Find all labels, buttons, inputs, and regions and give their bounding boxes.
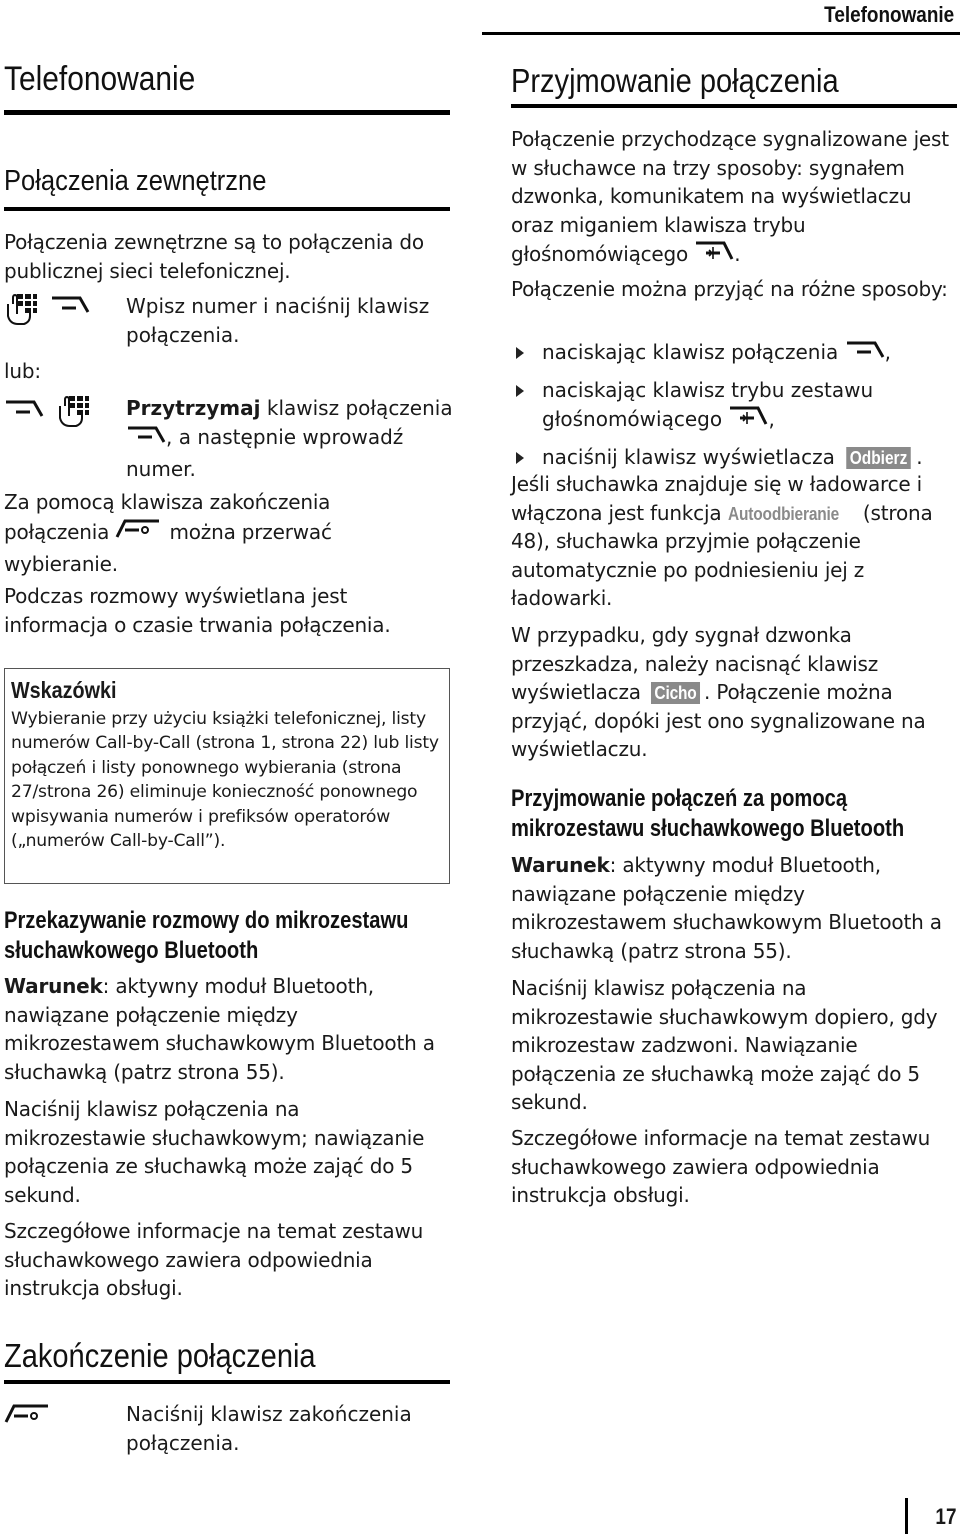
transfer-bt-press: Naciśnij klawisz połączenia na mikrozestawie słuchawkowym; nawiązanie połączenia ze słuchawką może zająć do 5 sekund. [4,1097,425,1207]
keypad-icon [56,394,90,432]
talk-key-icon [4,396,44,430]
dial-step-1-text: Wpisz numer i naciśnij klawisz połączenia. [126,294,430,347]
section-rule [4,1380,450,1384]
bullet-arrow-icon [516,385,524,397]
section-rule [511,104,957,108]
header-rule [482,32,960,35]
answer-way-handsfree: naciskając klawisz trybu zestawu głośnomówiącego , [511,376,957,438]
external-calls-intro: Połączenia zewnętrzne są to połączenia do publicznej sieci telefonicznej. [4,230,424,283]
talk-key-icon [126,424,166,456]
receive-bt-condition: Warunek: aktywny moduł Bluetooth, nawiązane połączenie między mikrozestawem słuchawkowym Bluetooth a słuchawką (patrz strona 55). [511,853,942,963]
bullet-arrow-icon [516,347,524,359]
transfer-bt-heading: Przekazywanie rozmowy do mikrozestawu słuchawkowego Bluetooth [4,907,409,964]
talk-key-icon [845,339,885,371]
section-heading-receiving: Przyjmowanie połączenia [511,62,839,99]
display-key-answer: Odbierz [846,447,911,469]
end-call-step [4,1400,454,1460]
running-header: Telefonowanie [823,2,954,27]
transfer-bt-details: Szczegółowe informacje na temat zestawu słuchawkowego zawiera odpowiednia instrukcja obsługi. [4,1219,424,1301]
end-key-icon [4,1402,52,1434]
display-key-silence: Cicho [651,682,700,704]
section-heading-external-calls: Połączenia zewnętrzne [4,165,267,197]
answer-way-display-key: naciśnij klawisz wyświetlacza Odbierz . [511,443,957,472]
talk-key-icon [50,292,90,326]
chapter-title: Telefonowanie [4,60,196,98]
tips-body: Wybieranie przy użyciu książki telefonicznej, listy numerów Call-by-Call (strona 1, strona 22) lub listy połączeń i listy ponownego wybierania (strona 27/strona 26) eliminuje konieczność ponownego wpisywania numerów i prefiksów operatorów („numerów Call-by-Call”). [11,709,439,852]
section-heading-ending: Zakończenie połączenia [4,1337,316,1374]
display-key-auto-answer: Autoodbieranie [727,503,839,524]
receiving-intro: Połączenie przychodzące sygnalizowane jest w słuchawce na trzy sposoby: sygnałem dzwonka, komunikatem na wyświetlaczu oraz miganiem klawisza trybu głośnomówiącego . [511,125,951,273]
end-key-info: Za pomocą klawisza zakończenia połączenia można przerwać wybieranie. [4,490,332,577]
or-label: lub: [4,359,41,383]
handsfree-key-icon [728,404,768,438]
tips-title: Wskazówki [11,677,117,703]
dial-step-2 [4,394,454,484]
transfer-bt-condition: Warunek: aktywny moduł Bluetooth, nawiązane połączenie między mikrozestawem słuchawkowym Bluetooth a słuchawką (patrz strona 55). [4,974,435,1084]
auto-answer-info: Jeśli słuchawka znajduje się w ładowarce i włączona jest funkcja Autoodbieranie (strona 48), słuchawka przyjmie połączenie automatycznie po podniesieniu jej z ładowarki. [511,472,933,611]
dial-step-1 [4,292,454,352]
end-key-icon [115,517,163,551]
dial-step-2-text: Przytrzymaj klawisz połączenia , a następnie wprowadź numer. [126,396,453,482]
answer-ways-intro: Połączenie można przyjąć na różne sposoby: [511,277,948,301]
end-call-step-text: Naciśnij klawisz zakończenia połączenia. [126,1402,412,1455]
answer-ways-list [511,338,957,476]
keypad-icon [4,292,38,330]
handsfree-key-icon [694,239,734,273]
receive-bt-heading: Przyjmowanie połączeń za pomocą mikrozestawu słuchawkowego Bluetooth [511,785,905,842]
section-rule [4,207,450,211]
receive-bt-details: Szczegółowe informacje na temat zestawu słuchawkowego zawiera odpowiednia instrukcja obsługi. [511,1126,931,1208]
answer-way-talk-key: naciskając klawisz połączenia , [511,338,957,371]
call-duration-info: Podczas rozmowy wyświetlana jest informacja o czasie trwania połączenia. [4,584,391,637]
silence-info: W przypadku, gdy sygnał dzwonka przeszkadza, należy nacisnąć klawisz wyświetlacza Cicho . Połączenie można przyjąć, dopóki jest ono sygnalizowane na wyświetlaczu. [511,623,926,762]
page-number: 17 [934,1504,956,1529]
bullet-arrow-icon [516,452,524,464]
receive-bt-press: Naciśnij klawisz połączenia na mikrozestawie słuchawkowym dopiero, gdy mikrozestaw zadzwoni. Nawiązanie połączenia ze słuchawką może zająć do 5 sekund. [511,976,938,1115]
chapter-rule [4,110,450,115]
tips-box [4,668,450,884]
